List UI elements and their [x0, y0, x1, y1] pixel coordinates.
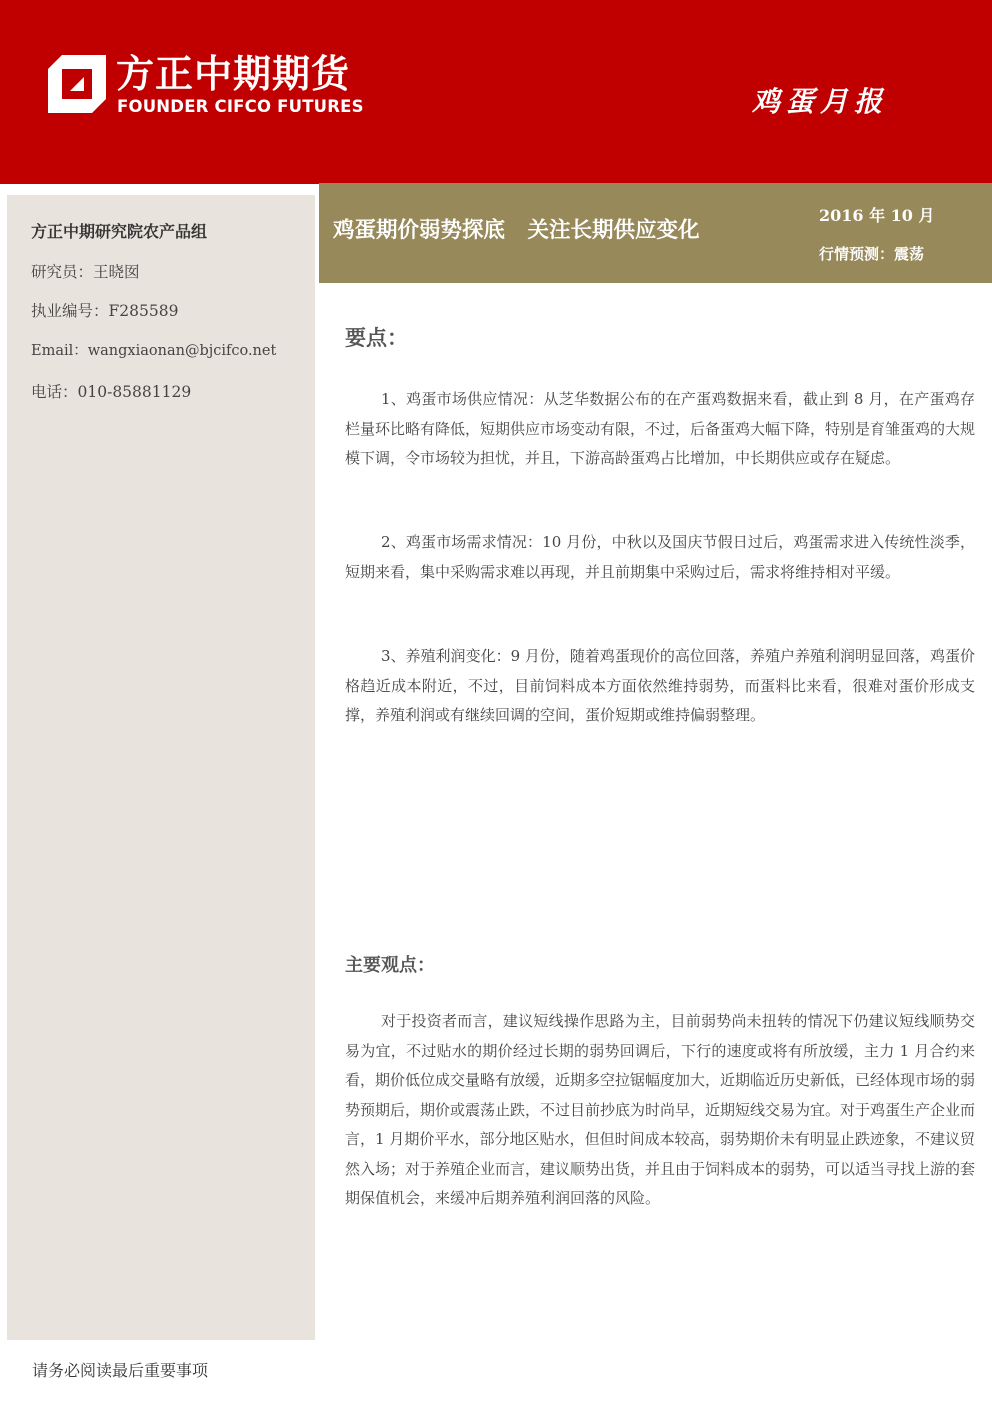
founder-logo-icon [48, 55, 106, 113]
disclaimer-note: 请务必阅读最后重要事项 [32, 1361, 209, 1380]
research-group: 方正中期研究院农产品组 [31, 222, 208, 241]
analyst-sidebar [7, 195, 315, 1340]
report-date: 2016 年 10 月 [819, 206, 935, 225]
report-header [0, 0, 992, 184]
report-title: 鸡蛋期价弱势探底 关注长期供应变化 [333, 218, 700, 243]
license-number: 执业编号：F285589 [31, 302, 179, 320]
key-point-supply: 1、鸡蛋市场供应情况：从芝华数据公布的在产蛋鸡数据来看，截止到 8 月，在产蛋鸡存栏量环比略有降低，短期供应市场变动有限，不过，后备蛋鸡大幅下降，特别是育雏蛋鸡的大规模下调，令市场较为担忧，并且，下游高龄蛋鸡占比增加，中长期供应或存在疑虑。 [345, 390, 976, 467]
title-band [319, 183, 992, 283]
main-view-heading: 主要观点： [345, 955, 435, 976]
report-type-label: 鸡蛋月报 [751, 85, 888, 118]
company-name-en: FOUNDER CIFCO FUTURES [117, 97, 364, 116]
key-point-profit: 3、养殖利润变化：9 月份，随着鸡蛋现价的高位回落，养殖户养殖利润明显回落，鸡蛋价格趋近成本附近，不过，目前饲料成本方面依然维持弱势，而蛋料比来看，很难对蛋价形成支撑，养殖利润或有继续回调的空间，蛋价短期或维持偏弱整理。 [345, 647, 975, 724]
researcher-name: 研究员：王晓囡 [31, 263, 140, 281]
phone-contact: 电话：010-85881129 [31, 383, 192, 401]
main-view-text: 对于投资者而言，建议短线操作思路为主，目前弱势尚未扭转的情况下仍建议短线顺势交易为宜，不过贴水的期价经过长期的弱势回调后，下行的速度或将有所放缓，主力 1 月合约来看，期价低位成交量略有放缓，近期多空拉锯幅度加大，近期临近历史新低，已经体现市场的弱势预期后，期价或震荡止跌，不过目前抄底为时尚早，近期短线交易为宜。对于鸡蛋生产企业而言，1 月期价平水，部分地区贴水，但但时间成本较高，弱势期价未有明显止跌迹象，不建议贸然入场；对于养殖企业而言，建议顺势出货，并且由于饲料成本的弱势，可以适当寻找上游的套期保值机会，来缓冲后期养殖利润回落的风险。 [345, 1012, 976, 1207]
market-forecast: 行情预测：震荡 [819, 245, 925, 263]
key-point-demand: 2、鸡蛋市场需求情况：10 月份，中秋以及国庆节假日过后，鸡蛋需求进入传统性淡季，短期来看，集中采购需求难以再现，并且前期集中采购过后，需求将维持相对平缓。 [345, 533, 975, 581]
company-name-cn: 方正中期期货 [116, 52, 351, 96]
key-points-heading: 要点： [345, 326, 408, 350]
email-contact: Email：wangxiaonan@bjcifco.net [31, 343, 277, 359]
